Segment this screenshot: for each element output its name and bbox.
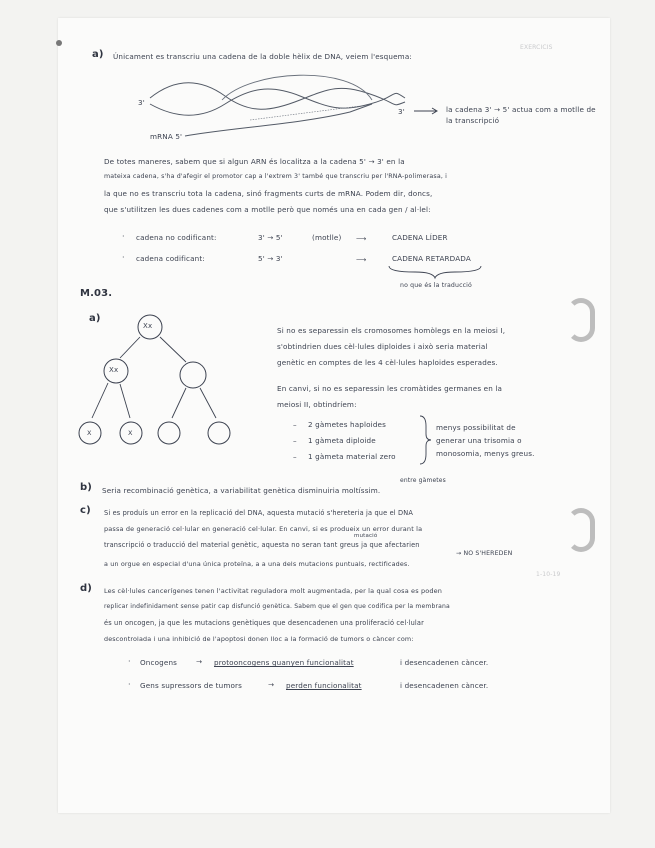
meiosis-circle-top-label: Xx: [143, 322, 153, 330]
m03-d-line-2: replicar indefinidament sense patir cap disfunció genètica. Sabem que el gen que codifica per la membrana: [104, 603, 450, 610]
m03-d-bullet-1-head: Oncogens: [140, 658, 178, 667]
m03-c-label: c): [80, 505, 91, 516]
m03-a-p1-l3: genètic en comptes de les 4 cèl·lules haploides esperades.: [277, 358, 498, 367]
list1-bullet-1: ·: [122, 232, 125, 241]
m03-a-p1-l2: s'obtindrien dues cèl·lules diploides i això seria material: [277, 342, 488, 351]
m03-d-line-4: descontrolada i una inhibició de l'apoptosi donen lloc a la formació de tumors o càncer com:: [104, 635, 414, 643]
p1-line-1: De totes maneres, sabem que si algun ARN és localitza a la cadena 5' → 3' en la: [104, 157, 405, 166]
p1-line-4: que s'utilitzen les dues cadenes com a motlle però que només una en cada gen / al·lel:: [104, 205, 431, 214]
m03-a-bullet-3: 1 gàmeta material zero: [308, 452, 396, 461]
m03-c-line-4: a un orgue en especial d'una única proteïna, a a una dels mutacions puntuals, rectificades.: [104, 560, 410, 568]
m03-a-bullet-1: 2 gàmetes haploides: [308, 420, 387, 429]
list1-item-1-paren: (motlle): [312, 233, 342, 242]
m03-c-line-2: passa de generació cel·lular en generació cel·lular. En canvi, si es produeix un error durant la: [104, 525, 423, 533]
list1-item-2-left: cadena codificant:: [136, 254, 205, 263]
m03-d-bullet-1-arrow: →: [196, 657, 203, 666]
section-a-label: a): [92, 49, 104, 60]
m03-d-bullet-2-arrow: →: [268, 680, 275, 689]
list1-item-2-right: CADENA RETARDADA: [392, 254, 471, 263]
m03-a-p1-l1: Si no es separessin els cromosomes homòlegs en la meiosi I,: [277, 326, 506, 335]
m03-a-dash-2: –: [293, 436, 297, 445]
meiosis-circle-b2-label: X: [128, 429, 133, 437]
m03-d-bullet-1-tail: i desencadenen càncer.: [400, 658, 489, 667]
m03-d-bullet-2-head: Gens supressors de tumors: [140, 681, 243, 690]
list1-item-2-mid: 5' → 3': [258, 254, 283, 263]
m03-a-p2-l2: meiosi II, obtindríem:: [277, 400, 357, 409]
m03-a-curly-brace: [418, 414, 432, 466]
m03-d-bullet-1-dot: ·: [128, 657, 131, 666]
faded-corner-text: EXERCICIS: [520, 44, 553, 51]
m03-c-superscript: mutació: [354, 533, 378, 539]
list1-bullet-2: ·: [122, 253, 125, 262]
meiosis-circle-b1-label: X: [87, 429, 92, 437]
m03-d-bullet-2-body: perden funcionalitat: [286, 681, 362, 690]
m03-a-p2-l1: En canvi, si no es separessin les cromàtides germanes en la: [277, 384, 503, 393]
m03-d-label: d): [80, 583, 93, 594]
m03-a-brace-note-1: menys possibilitat de: [436, 423, 516, 432]
m03-b-superscript: entre gàmetes: [400, 477, 446, 484]
meiosis-circle-mid-label: Xx: [109, 366, 119, 374]
m03-d-bullet-1-body: protooncogens guanyen funcionalitat: [214, 658, 354, 667]
m03-c-line-3: transcripció o traducció del material genètic, aquesta no seran tant greus ja que afectarien: [104, 541, 420, 549]
faded-date: 1-10-19: [536, 571, 561, 578]
m03-d-line-3: és un oncogen, ja que les mutacions genètiques que desencadenen una proliferació cel·lular: [104, 619, 424, 627]
m03-b-label: b): [80, 482, 93, 493]
section-m03-title: M.03.: [80, 288, 113, 299]
section-a-intro: Únicament es transcriu una cadena de la doble hèlix de DNA, veiem l'esquema:: [113, 52, 412, 61]
list1-arrow-1: ⟶: [356, 234, 367, 243]
m03-c-line-1: Si es produís un error en la replicació del DNA, aquesta mutació s'hereteria ja que el DNA: [104, 509, 413, 517]
m03-a-bullet-2: 1 gàmeta diploide: [308, 436, 376, 445]
diagram-mrna-label: mRNA 5': [150, 132, 183, 141]
diagram-3prime-left: 3': [138, 98, 145, 107]
m03-d-line-1: Les cèl·lules cancerígenes tenen l'activitat reguladora molt augmentada, per la qual cosa es poden: [104, 587, 443, 595]
m03-d-bullet-2-dot: ·: [128, 680, 131, 689]
list1-item-1-left: cadena no codificant:: [136, 233, 217, 242]
m03-a-dash-3: –: [293, 452, 297, 461]
m03-d-bullet-2-tail: i desencadenen càncer.: [400, 681, 489, 690]
list1-item-1-right: CADENA LÍDER: [392, 233, 448, 242]
diagram-3prime-right: 3': [398, 107, 405, 116]
p1-line-3: la que no es transcriu tota la cadena, sinó fragments curts de mRNA. Podem dir, doncs,: [104, 189, 433, 198]
m03-a-brace-note-3: monosomia, menys greus.: [436, 449, 535, 458]
list1-arrow-2: ⟶: [356, 255, 367, 264]
list1-item-1-mid: 3' → 5': [258, 233, 283, 242]
m03-a-label: a): [89, 313, 101, 324]
list1-footnote: no que és la traducció: [400, 282, 472, 289]
m03-c-arrow-note: → NO S'HEREDEN: [456, 550, 513, 557]
m03-a-dash-1: –: [293, 420, 297, 429]
p1-line-2: mateixa cadena, s'ha d'afegir el promotor cap a l'extrem 3' també que transcriu per l'RNA-polimerasa, i: [104, 173, 448, 180]
m03-b-text: Seria recombinació genètica, a variabilitat genètica disminuiria moltíssim.: [102, 486, 381, 495]
m03-a-brace-note-2: generar una trisomia o: [436, 436, 522, 445]
diagram-note: la cadena 3' → 5' actua com a motlle de la transcripció: [446, 105, 596, 125]
